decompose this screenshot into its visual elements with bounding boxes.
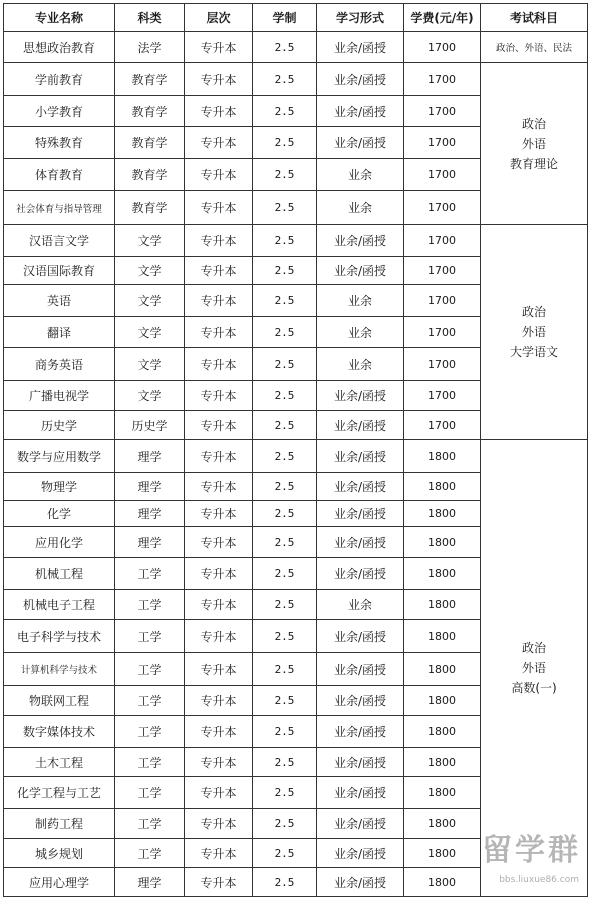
- level-cell: 专升本: [185, 558, 253, 590]
- header-study-mode: 学习形式: [317, 4, 404, 32]
- tuition-cell: 1800: [404, 839, 481, 868]
- table-body: [4, 32, 588, 897]
- study-mode-cell: 业余/函授: [317, 686, 404, 716]
- level-cell: 专升本: [185, 440, 253, 473]
- category-cell: 文学: [115, 348, 185, 381]
- level-cell: 专升本: [185, 590, 253, 620]
- category-cell: 教育学: [115, 63, 185, 96]
- exam-subject-line: 外语: [521, 661, 546, 675]
- category-cell: 理学: [115, 501, 185, 527]
- tuition-cell: 1700: [404, 411, 481, 440]
- category-cell: 文学: [115, 225, 185, 257]
- table-row: [4, 63, 588, 96]
- study-mode-cell: 业余/函授: [317, 96, 404, 127]
- watermark-url: bbs.liuxue86.com: [499, 875, 579, 885]
- level-cell: 专升本: [185, 777, 253, 809]
- level-cell: 专升本: [185, 411, 253, 440]
- tuition-cell: 1700: [404, 127, 481, 159]
- level-cell: 专升本: [185, 809, 253, 839]
- exam-subject-line: 教育理论: [509, 156, 558, 171]
- level-cell: 专升本: [185, 191, 253, 225]
- study-mode-cell: 业余/函授: [317, 620, 404, 653]
- table-row: [4, 32, 588, 63]
- major-cell: 体育教育: [4, 159, 115, 191]
- table-row: [4, 440, 588, 473]
- category-cell: 工学: [115, 620, 185, 653]
- duration-cell: 2.5: [253, 127, 317, 159]
- tuition-cell: 1800: [404, 777, 481, 809]
- tuition-cell: 1700: [404, 63, 481, 96]
- duration-cell: 2.5: [253, 257, 317, 285]
- tuition-cell: 1800: [404, 748, 481, 777]
- duration-cell: 2.5: [253, 96, 317, 127]
- major-cell: 思想政治教育: [4, 32, 115, 63]
- duration-cell: 2.5: [253, 440, 317, 473]
- tuition-cell: 1800: [404, 527, 481, 558]
- major-cell: 土木工程: [4, 748, 115, 777]
- level-cell: 专升本: [185, 748, 253, 777]
- category-cell: 理学: [115, 473, 185, 501]
- category-cell: 历史学: [115, 411, 185, 440]
- tuition-cell: 1800: [404, 620, 481, 653]
- tuition-cell: 1800: [404, 653, 481, 686]
- major-cell: 小学教育: [4, 96, 115, 127]
- study-mode-cell: 业余: [317, 285, 404, 317]
- exam-subject-line: 政治: [521, 641, 546, 655]
- category-cell: 工学: [115, 558, 185, 590]
- duration-cell: 2.5: [253, 620, 317, 653]
- study-mode-cell: 业余/函授: [317, 127, 404, 159]
- duration-cell: 2.5: [253, 809, 317, 839]
- study-mode-cell: 业余/函授: [317, 381, 404, 411]
- duration-cell: 2.5: [253, 473, 317, 501]
- category-cell: 理学: [115, 527, 185, 558]
- duration-cell: 2.5: [253, 63, 317, 96]
- duration-cell: 2.5: [253, 686, 317, 716]
- category-cell: 工学: [115, 716, 185, 748]
- header-exam-subjects: 考试科目: [481, 4, 588, 32]
- study-mode-cell: 业余/函授: [317, 527, 404, 558]
- duration-cell: 2.5: [253, 558, 317, 590]
- major-cell: 社会体育与指导管理: [4, 191, 115, 225]
- major-cell: 计算机科学与技术: [4, 653, 115, 686]
- duration-cell: 2.5: [253, 839, 317, 868]
- major-cell: 应用心理学: [4, 868, 115, 897]
- tuition-cell: 1700: [404, 32, 481, 63]
- category-cell: 工学: [115, 777, 185, 809]
- duration-cell: 2.5: [253, 653, 317, 686]
- exam-subject-line: 大学语文: [509, 345, 558, 359]
- duration-cell: 2.5: [253, 348, 317, 381]
- study-mode-cell: 业余/函授: [317, 777, 404, 809]
- tuition-cell: 1700: [404, 191, 481, 225]
- major-cell: 机械电子工程: [4, 590, 115, 620]
- major-cell: 翻译: [4, 317, 115, 348]
- major-cell: 汉语国际教育: [4, 257, 115, 285]
- category-cell: 工学: [115, 653, 185, 686]
- study-mode-cell: 业余: [317, 159, 404, 191]
- tuition-cell: 1800: [404, 590, 481, 620]
- level-cell: 专升本: [185, 868, 253, 897]
- major-cell: 应用化学: [4, 527, 115, 558]
- category-cell: 文学: [115, 317, 185, 348]
- category-cell: 法学: [115, 32, 185, 63]
- tuition-cell: 1700: [404, 257, 481, 285]
- category-cell: 工学: [115, 686, 185, 716]
- duration-cell: 2.5: [253, 159, 317, 191]
- level-cell: 专升本: [185, 716, 253, 748]
- study-mode-cell: 业余: [317, 348, 404, 381]
- category-cell: 教育学: [115, 96, 185, 127]
- category-cell: 文学: [115, 257, 185, 285]
- duration-cell: 2.5: [253, 716, 317, 748]
- level-cell: 专升本: [185, 620, 253, 653]
- category-cell: 教育学: [115, 191, 185, 225]
- level-cell: 专升本: [185, 127, 253, 159]
- level-cell: 专升本: [185, 159, 253, 191]
- duration-cell: 2.5: [253, 381, 317, 411]
- level-cell: 专升本: [185, 527, 253, 558]
- tuition-cell: 1700: [404, 96, 481, 127]
- study-mode-cell: 业余/函授: [317, 653, 404, 686]
- category-cell: 文学: [115, 381, 185, 411]
- study-mode-cell: 业余: [317, 191, 404, 225]
- exam-subject-line: 外语: [521, 136, 546, 151]
- exam-subject-line: 政治: [521, 305, 546, 319]
- tuition-cell: 1700: [404, 159, 481, 191]
- duration-cell: 2.5: [253, 32, 317, 63]
- tuition-cell: 1700: [404, 317, 481, 348]
- header-major: 专业名称: [4, 4, 115, 32]
- duration-cell: 2.5: [253, 868, 317, 897]
- major-cell: 制药工程: [4, 809, 115, 839]
- exam-subjects-cell: [481, 63, 588, 225]
- major-cell: 物联网工程: [4, 686, 115, 716]
- study-mode-cell: 业余/函授: [317, 440, 404, 473]
- major-cell: 汉语言文学: [4, 225, 115, 257]
- category-cell: 工学: [115, 590, 185, 620]
- major-cell: 历史学: [4, 411, 115, 440]
- tuition-cell: 1800: [404, 809, 481, 839]
- tuition-cell: 1700: [404, 285, 481, 317]
- level-cell: 专升本: [185, 501, 253, 527]
- exam-subject-line: 外语: [521, 325, 546, 339]
- category-cell: 工学: [115, 839, 185, 868]
- level-cell: 专升本: [185, 225, 253, 257]
- level-cell: 专升本: [185, 348, 253, 381]
- level-cell: 专升本: [185, 317, 253, 348]
- program-table: [3, 3, 588, 897]
- level-cell: 专升本: [185, 257, 253, 285]
- study-mode-cell: 业余/函授: [317, 748, 404, 777]
- watermark-logo: 留学群: [482, 833, 581, 868]
- duration-cell: 2.5: [253, 501, 317, 527]
- study-mode-cell: 业余: [317, 317, 404, 348]
- study-mode-cell: 业余: [317, 590, 404, 620]
- major-cell: 电子科学与技术: [4, 620, 115, 653]
- major-cell: 化学工程与工艺: [4, 777, 115, 809]
- duration-cell: 2.5: [253, 191, 317, 225]
- level-cell: 专升本: [185, 473, 253, 501]
- major-cell: 城乡规划: [4, 839, 115, 868]
- category-cell: 工学: [115, 748, 185, 777]
- exam-subject-line: 高数(一): [511, 681, 557, 695]
- duration-cell: 2.5: [253, 590, 317, 620]
- tuition-cell: 1700: [404, 381, 481, 411]
- study-mode-cell: 业余/函授: [317, 225, 404, 257]
- category-cell: 理学: [115, 440, 185, 473]
- major-cell: 广播电视学: [4, 381, 115, 411]
- major-cell: 物理学: [4, 473, 115, 501]
- tuition-cell: 1800: [404, 473, 481, 501]
- category-cell: 教育学: [115, 127, 185, 159]
- category-cell: 工学: [115, 809, 185, 839]
- level-cell: 专升本: [185, 381, 253, 411]
- major-cell: 数学与应用数学: [4, 440, 115, 473]
- study-mode-cell: 业余/函授: [317, 411, 404, 440]
- level-cell: 专升本: [185, 653, 253, 686]
- major-cell: 机械工程: [4, 558, 115, 590]
- header-level: 层次: [185, 4, 253, 32]
- table-row: [4, 225, 588, 257]
- duration-cell: 2.5: [253, 225, 317, 257]
- major-cell: 英语: [4, 285, 115, 317]
- major-cell: 学前教育: [4, 63, 115, 96]
- study-mode-cell: 业余/函授: [317, 257, 404, 285]
- level-cell: 专升本: [185, 63, 253, 96]
- tuition-cell: 1800: [404, 686, 481, 716]
- tuition-cell: 1800: [404, 440, 481, 473]
- major-cell: 数字媒体技术: [4, 716, 115, 748]
- study-mode-cell: 业余/函授: [317, 716, 404, 748]
- tuition-cell: 1700: [404, 225, 481, 257]
- level-cell: 专升本: [185, 686, 253, 716]
- category-cell: 理学: [115, 868, 185, 897]
- study-mode-cell: 业余/函授: [317, 32, 404, 63]
- study-mode-cell: 业余/函授: [317, 558, 404, 590]
- study-mode-cell: 业余/函授: [317, 63, 404, 96]
- exam-subject-line: 政治: [521, 116, 546, 131]
- duration-cell: 2.5: [253, 317, 317, 348]
- level-cell: 专升本: [185, 96, 253, 127]
- study-mode-cell: 业余/函授: [317, 868, 404, 897]
- tuition-cell: 1700: [404, 348, 481, 381]
- duration-cell: 2.5: [253, 411, 317, 440]
- tuition-cell: 1800: [404, 716, 481, 748]
- level-cell: 专升本: [185, 285, 253, 317]
- duration-cell: 2.5: [253, 527, 317, 558]
- header-category: 科类: [115, 4, 185, 32]
- category-cell: 教育学: [115, 159, 185, 191]
- exam-subjects-cell: [481, 225, 588, 440]
- level-cell: 专升本: [185, 32, 253, 63]
- exam-subjects-cell: [481, 32, 588, 63]
- study-mode-cell: 业余/函授: [317, 839, 404, 868]
- tuition-cell: 1800: [404, 501, 481, 527]
- exam-subjects-cell: [481, 440, 588, 897]
- study-mode-cell: 业余/函授: [317, 809, 404, 839]
- category-cell: 文学: [115, 285, 185, 317]
- duration-cell: 2.5: [253, 748, 317, 777]
- major-cell: 商务英语: [4, 348, 115, 381]
- header-row: [4, 4, 588, 32]
- major-cell: 化学: [4, 501, 115, 527]
- tuition-cell: 1800: [404, 558, 481, 590]
- exam-subject-line: 政治、外语、民法: [495, 43, 572, 54]
- duration-cell: 2.5: [253, 285, 317, 317]
- study-mode-cell: 业余/函授: [317, 473, 404, 501]
- duration-cell: 2.5: [253, 777, 317, 809]
- level-cell: 专升本: [185, 839, 253, 868]
- tuition-cell: 1800: [404, 868, 481, 897]
- header-duration: 学制: [253, 4, 317, 32]
- study-mode-cell: 业余/函授: [317, 501, 404, 527]
- header-tuition: 学费(元/年): [404, 4, 481, 32]
- major-cell: 特殊教育: [4, 127, 115, 159]
